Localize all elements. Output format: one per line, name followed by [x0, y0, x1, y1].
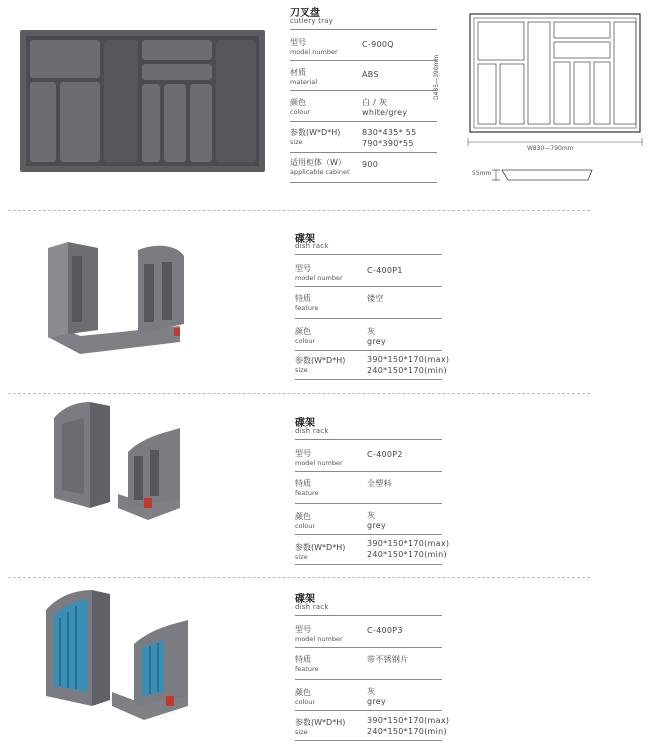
spec-label-en: colour	[295, 337, 316, 345]
dish-rack-p2-image	[48, 398, 183, 528]
product-title-en: dish rack	[295, 603, 329, 611]
spec-label-cn: 适用柜体（W）	[290, 158, 346, 167]
spec-label-cn: 型号	[290, 38, 306, 47]
divider	[295, 534, 442, 535]
spec-label-en: colour	[295, 522, 316, 530]
divider	[290, 121, 437, 122]
divider	[290, 182, 437, 183]
width-dimension: W830—790mm	[527, 145, 574, 152]
spec-label-cn: 颜色	[290, 98, 306, 107]
spec-row	[295, 327, 315, 346]
divider	[295, 318, 442, 319]
divider	[295, 615, 442, 616]
spec-value: C-400P3	[367, 626, 403, 635]
section-separator	[8, 577, 590, 578]
spec-row	[295, 543, 345, 562]
spec-label-cn: 参数(W*D*H)	[295, 543, 346, 552]
tray-drawing	[470, 14, 640, 132]
spec-row	[290, 98, 310, 117]
spec-value: C-400P2	[367, 450, 403, 459]
spec-label-en: size	[290, 138, 303, 146]
spec-row	[290, 68, 317, 87]
spec-row	[295, 264, 343, 283]
product-title-en: dish rack	[295, 427, 329, 435]
spec-value: 镂空	[367, 294, 384, 303]
product-title-cn: 刀叉盘	[290, 8, 320, 19]
product-title-cn: 碟架	[295, 594, 315, 605]
spec-label-cn: 特质	[295, 655, 311, 664]
product-title-en: dish rack	[295, 242, 329, 250]
divider	[290, 90, 437, 91]
tray-profile	[492, 168, 602, 182]
product-title-cn: 碟架	[295, 234, 315, 245]
divider	[295, 350, 442, 351]
spec-row	[295, 655, 318, 674]
divider	[295, 647, 442, 648]
spec-row	[295, 294, 318, 313]
spec-value: 全塑料	[367, 479, 392, 488]
cutlery-tray-image	[20, 30, 265, 172]
dish-rack-p3-image	[42, 588, 192, 728]
spec-label-en: material	[290, 78, 318, 86]
divider	[295, 254, 442, 255]
spec-value-2: 790*390*55	[362, 139, 414, 148]
spec-label-en: feature	[295, 304, 319, 312]
spec-label-cn: 颜色	[295, 688, 311, 697]
spec-value: 白 / 灰	[362, 98, 388, 107]
divider	[295, 503, 442, 504]
divider	[290, 152, 437, 153]
spec-row	[295, 688, 315, 707]
spec-row	[295, 356, 345, 375]
spec-label-en: model number	[295, 274, 343, 282]
spec-label-cn: 参数(W*D*H)	[295, 356, 346, 365]
spec-row	[295, 625, 343, 644]
spec-label-en: size	[295, 366, 308, 374]
product-title-en: cutlery tray	[290, 17, 333, 25]
spec-label-en: colour	[295, 698, 316, 706]
spec-label-cn: 特质	[295, 294, 311, 303]
spec-label-en: size	[295, 728, 308, 736]
depth-dimension: D435—390mm	[433, 54, 440, 100]
divider	[290, 60, 437, 61]
spec-value: C-400P1	[367, 266, 403, 275]
spec-value: 390*150*170(max)	[367, 716, 450, 725]
spec-label-en: model number	[290, 48, 338, 56]
spec-label-en: model number	[295, 635, 343, 643]
spec-label-cn: 型号	[295, 264, 311, 273]
spec-value-2: grey	[367, 697, 387, 706]
spec-label-en: colour	[290, 108, 311, 116]
spec-label-cn: 型号	[295, 625, 311, 634]
spec-label-cn: 特质	[295, 479, 311, 488]
spec-value-2: 240*150*170(min)	[367, 550, 447, 559]
spec-row	[295, 479, 318, 498]
spec-label-cn: 颜色	[295, 327, 311, 336]
divider	[295, 710, 442, 711]
spec-value: 灰	[367, 511, 376, 520]
spec-row	[295, 512, 315, 531]
spec-label-en: feature	[295, 665, 319, 673]
spec-row	[295, 449, 343, 468]
spec-value: 带不锈钢片	[367, 655, 409, 664]
spec-label-cn: 型号	[295, 449, 311, 458]
spec-label-cn: 材质	[290, 68, 306, 77]
spec-value: 灰	[367, 327, 376, 336]
spec-value: ABS	[362, 70, 379, 79]
spec-row	[290, 158, 350, 177]
spec-value: 390*150*170(max)	[367, 539, 450, 548]
divider	[295, 471, 442, 472]
spec-value: 900	[362, 160, 379, 169]
spec-value: 390*150*170(max)	[367, 355, 450, 364]
divider	[295, 679, 442, 680]
spec-label-cn: 颜色	[295, 512, 311, 521]
spec-value-2: grey	[367, 521, 387, 530]
spec-label-en: applicable cabinet	[290, 168, 350, 176]
spec-value-2: white/grey	[362, 108, 408, 117]
product-title-cn: 碟架	[295, 418, 315, 429]
spec-label-cn: 参数(W*D*H)	[295, 718, 346, 727]
spec-row	[290, 38, 338, 57]
spec-label-en: feature	[295, 489, 319, 497]
spec-label-en: model number	[295, 459, 343, 467]
spec-value: 830*435* 55	[362, 128, 417, 137]
height-dimension: 55mm	[472, 170, 492, 177]
spec-value-2: 240*150*170(min)	[367, 366, 447, 375]
spec-label-cn: 参数(W*D*H)	[290, 128, 341, 137]
spec-value-2: 240*150*170(min)	[367, 727, 447, 736]
divider	[295, 564, 442, 565]
spec-value: 灰	[367, 687, 376, 696]
spec-label-en: size	[295, 553, 308, 561]
divider	[295, 286, 442, 287]
divider	[295, 740, 442, 741]
section-separator	[8, 210, 590, 211]
divider	[295, 379, 442, 380]
spec-value-2: grey	[367, 337, 387, 346]
spec-row	[290, 128, 340, 147]
spec-row	[295, 718, 345, 737]
spec-value: C-900Q	[362, 40, 394, 49]
divider	[290, 29, 437, 30]
divider	[295, 439, 442, 440]
dish-rack-p1-image	[40, 238, 190, 358]
section-separator	[8, 393, 590, 394]
